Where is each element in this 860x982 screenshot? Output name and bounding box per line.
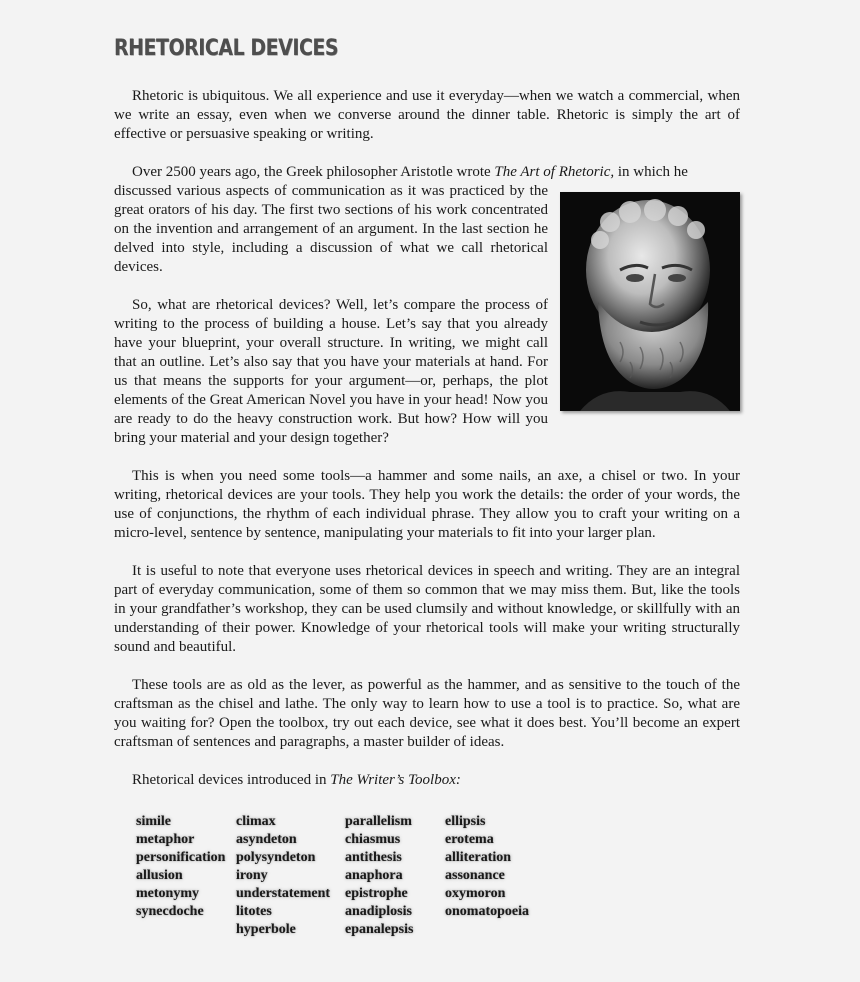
devices-column-3: [345, 813, 413, 939]
device-term: epistrophe: [345, 886, 408, 901]
device-term: anadiplosis: [345, 904, 412, 919]
device-term: antithesis: [345, 850, 402, 865]
device-term: onomatopoeia: [445, 904, 529, 919]
aristotle-portrait: [560, 192, 740, 411]
device-term: asyndeton: [236, 832, 297, 847]
paragraph-2-first-line: [114, 163, 740, 182]
paragraph-5-text: It is useful to note that everyone uses rhetorical devices in speech and writing. They are an integral part of everyday communication, some of them so common that we may miss them. But, like the tools in your grandfather’s workshop, they can be used clumsily and without knowledge, or skillfully with an understanding of their power. Knowledge of your rhetorical tools will make your writing structurally sound and beautiful.: [114, 563, 740, 655]
aristotle-bust-image: [560, 192, 740, 411]
paragraph-1-text: Rhetoric is ubiquitous. We all experience and use it everyday—when we watch a commercial, when we write an essay, even when we converse around the dinner table. Rhetoric is simply the art of effective or persuasive speaking or writing.: [114, 88, 740, 142]
device-term: parallelism: [345, 814, 412, 829]
device-term: hyperbole: [236, 922, 296, 937]
paragraph-2-lead: Over 2500 years ago, the Greek philosopher Aristotle wrote: [132, 164, 495, 180]
paragraph-2-lead-end: in which he: [614, 164, 688, 180]
devices-intro-lead: Rhetorical devices introduced in: [132, 772, 331, 788]
device-term: metonymy: [136, 886, 199, 901]
book-title-writers-toolbox: The Writer’s Toolbox:: [330, 772, 461, 788]
paragraph-3: [114, 296, 548, 448]
device-term: polysyndeton: [236, 850, 316, 865]
device-term: climax: [236, 814, 276, 829]
device-term: epanalepsis: [345, 922, 414, 937]
device-term: alliteration: [445, 850, 512, 865]
paragraph-2-rest: discussed various aspects of communication as it was practiced by the great orators of his day. The first two sections of his work concentrated on the invention and arrangement of an argument. In the last section he delved into style, including a discussion of what we call rhetorical devices.: [114, 183, 548, 275]
devices-intro-text: [114, 771, 740, 790]
device-term: synecdoche: [136, 904, 204, 919]
device-term: litotes: [236, 904, 272, 919]
device-term: metaphor: [136, 832, 195, 847]
device-term: anaphora: [345, 868, 403, 883]
device-term: chiasmus: [345, 832, 401, 847]
paragraph-1: [114, 87, 740, 144]
devices-column-1: [136, 813, 225, 921]
paragraph-3-text: So, what are rhetorical devices? Well, let’s compare the process of writing to the process of building a house. Let’s say that you already have your blueprint, your overall structure. In writing, we might call that an outline. Let’s also say that you have your materials at hand. For us that means the supports for your argument—or, perhaps, the plot elements of the Great American Novel you have in your head! Now you are ready to do the heavy construction work. But how? How will you bring your material and your design together?: [114, 297, 548, 446]
paragraph-5: [114, 562, 740, 657]
device-term: allusion: [136, 868, 183, 883]
page-title: RHETORICAL DEVICES: [114, 36, 339, 61]
device-term: simile: [136, 814, 171, 829]
book-title-art-of-rhetoric: The Art of Rhetoric,: [494, 164, 615, 180]
devices-column-4: [445, 813, 529, 921]
paragraph-6-text: These tools are as old as the lever, as powerful as the hammer, and as sensitive to the touch of the craftsman as the chisel and lathe. The only way to learn how to use a tool is to practice. So, what are you waiting for? Open the toolbox, try out each device, see what it does best. You’ll become an expert craftsman of sentences and paragraphs, a master builder of ideas.: [114, 677, 740, 750]
device-term: erotema: [445, 832, 494, 847]
paragraph-4: [114, 467, 740, 543]
device-term: oxymoron: [445, 886, 506, 901]
device-term: understatement: [236, 886, 331, 901]
device-term: ellipsis: [445, 814, 486, 829]
paragraph-4-text: This is when you need some tools—a hammer and some nails, an axe, a chisel or two. In your writing, rhetorical devices are your tools. They help you work the details: the order of your words, the use of conjunctions, the rhythm of each individual phrase. They allow you to craft your writing on a micro-level, sentence by sentence, manipulating your materials to fit into your larger plan.: [114, 468, 740, 541]
device-term: irony: [236, 868, 268, 883]
device-term: personification: [136, 850, 226, 865]
devices-intro: [114, 771, 740, 790]
device-term: assonance: [445, 868, 505, 883]
devices-column-2: [236, 813, 330, 939]
paragraph-6: [114, 676, 740, 752]
